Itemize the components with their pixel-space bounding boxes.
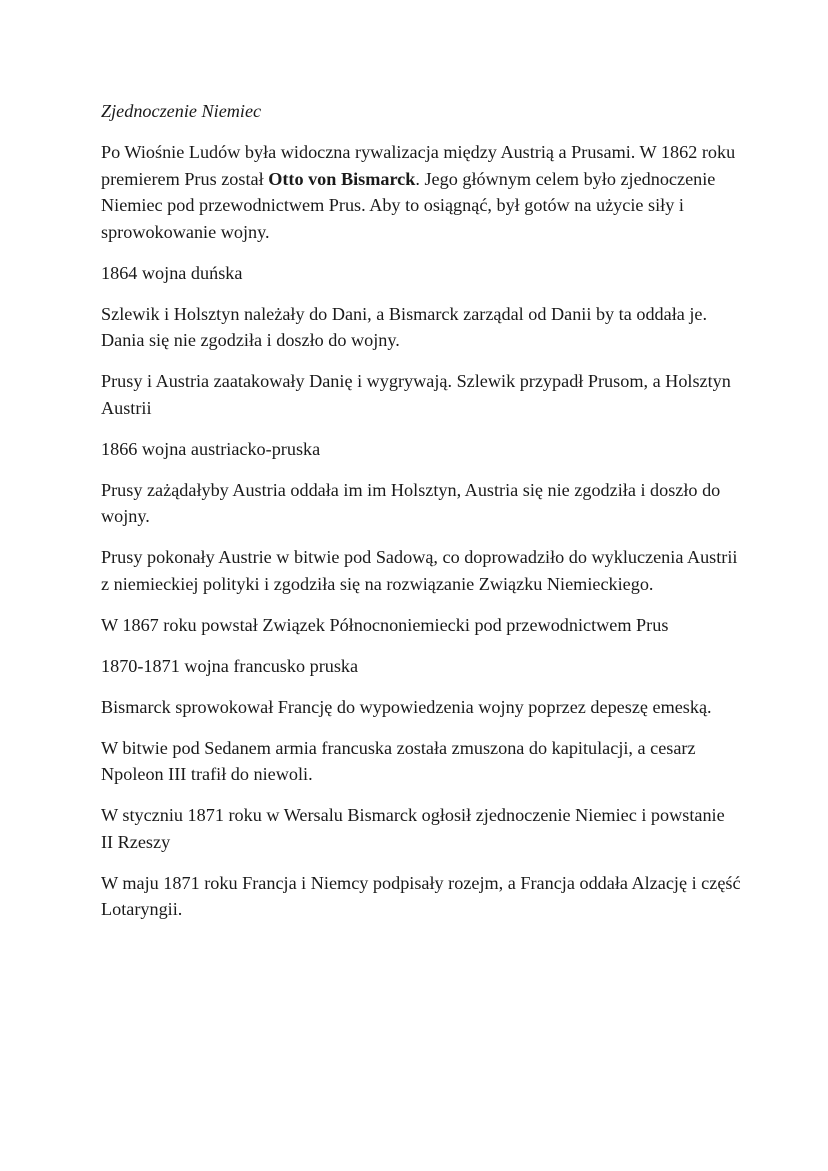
intro-text-end: . Jego głównym celem było zjednoczenie Niemiec pod przewodnictwem Prus. Aby to osiągnąć, był gotów na użycie siły i sprowokowanie wojny. xyxy=(101,168,716,242)
document-title: Zjednoczenie Niemiec xyxy=(101,101,262,121)
heading-franco-prussian-war: 1870-1871 wojna francusko pruska xyxy=(101,655,359,676)
paragraph-versailles: W styczniu 1871 roku w Wersalu Bismarck ogłosił zjednoczenie Niemiec i powstanie II Rzeszy xyxy=(101,805,725,852)
paragraph-armistice: W maju 1871 roku Francja i Niemcy podpisały rozejm, a Francja oddała Alzację i część Lotaryngii. xyxy=(101,872,741,919)
paragraph-sedan: W bitwie pod Sedanem armia francuska została zmuszona do kapitulacji, a cesarz Npoleon III trafił do niewoli. xyxy=(101,737,696,784)
paragraph-danish-result: Prusy i Austria zaatakowały Danię i wygrywają. Szlewik przypadł Prusom, a Holsztyn Austrii xyxy=(101,371,731,418)
paragraph-austro-prussian-cause: Prusy zażądałyby Austria oddała im im Holsztyn, Austria się nie zgodziła i doszło do wojny. xyxy=(101,479,721,526)
document-page xyxy=(101,98,741,937)
paragraph-danish-cause: Szlewik i Holsztyn należały do Dani, a Bismarck zarządal od Danii by ta oddała je. Dania się nie zgodziła i doszło do wojny. xyxy=(101,303,708,350)
intro-text-start: Po Wiośnie Ludów była widoczna rywalizacja między Austrią a Prusami. W 1862 roku premierem Prus został xyxy=(101,142,736,189)
intro-bold-name: Otto von Bismarck xyxy=(268,168,416,189)
heading-danish-war: 1864 wojna duńska xyxy=(101,262,243,283)
heading-austro-prussian-war: 1866 wojna austriacko-pruska xyxy=(101,438,321,459)
paragraph-north-german-confederation: W 1867 roku powstał Związek Północnoniemiecki pod przewodnictwem Prus xyxy=(101,614,669,635)
intro-paragraph xyxy=(101,139,741,245)
paragraph-ems-dispatch: Bismarck sprowokował Francję do wypowiedzenia wojny poprzez depeszę emeską. xyxy=(101,696,712,717)
paragraph-austro-prussian-result: Prusy pokonały Austrie w bitwie pod Sadową, co doprowadziło do wykluczenia Austrii z niemieckiej polityki i zgodziła się na rozwiązanie Związku Niemieckiego. xyxy=(101,547,738,594)
